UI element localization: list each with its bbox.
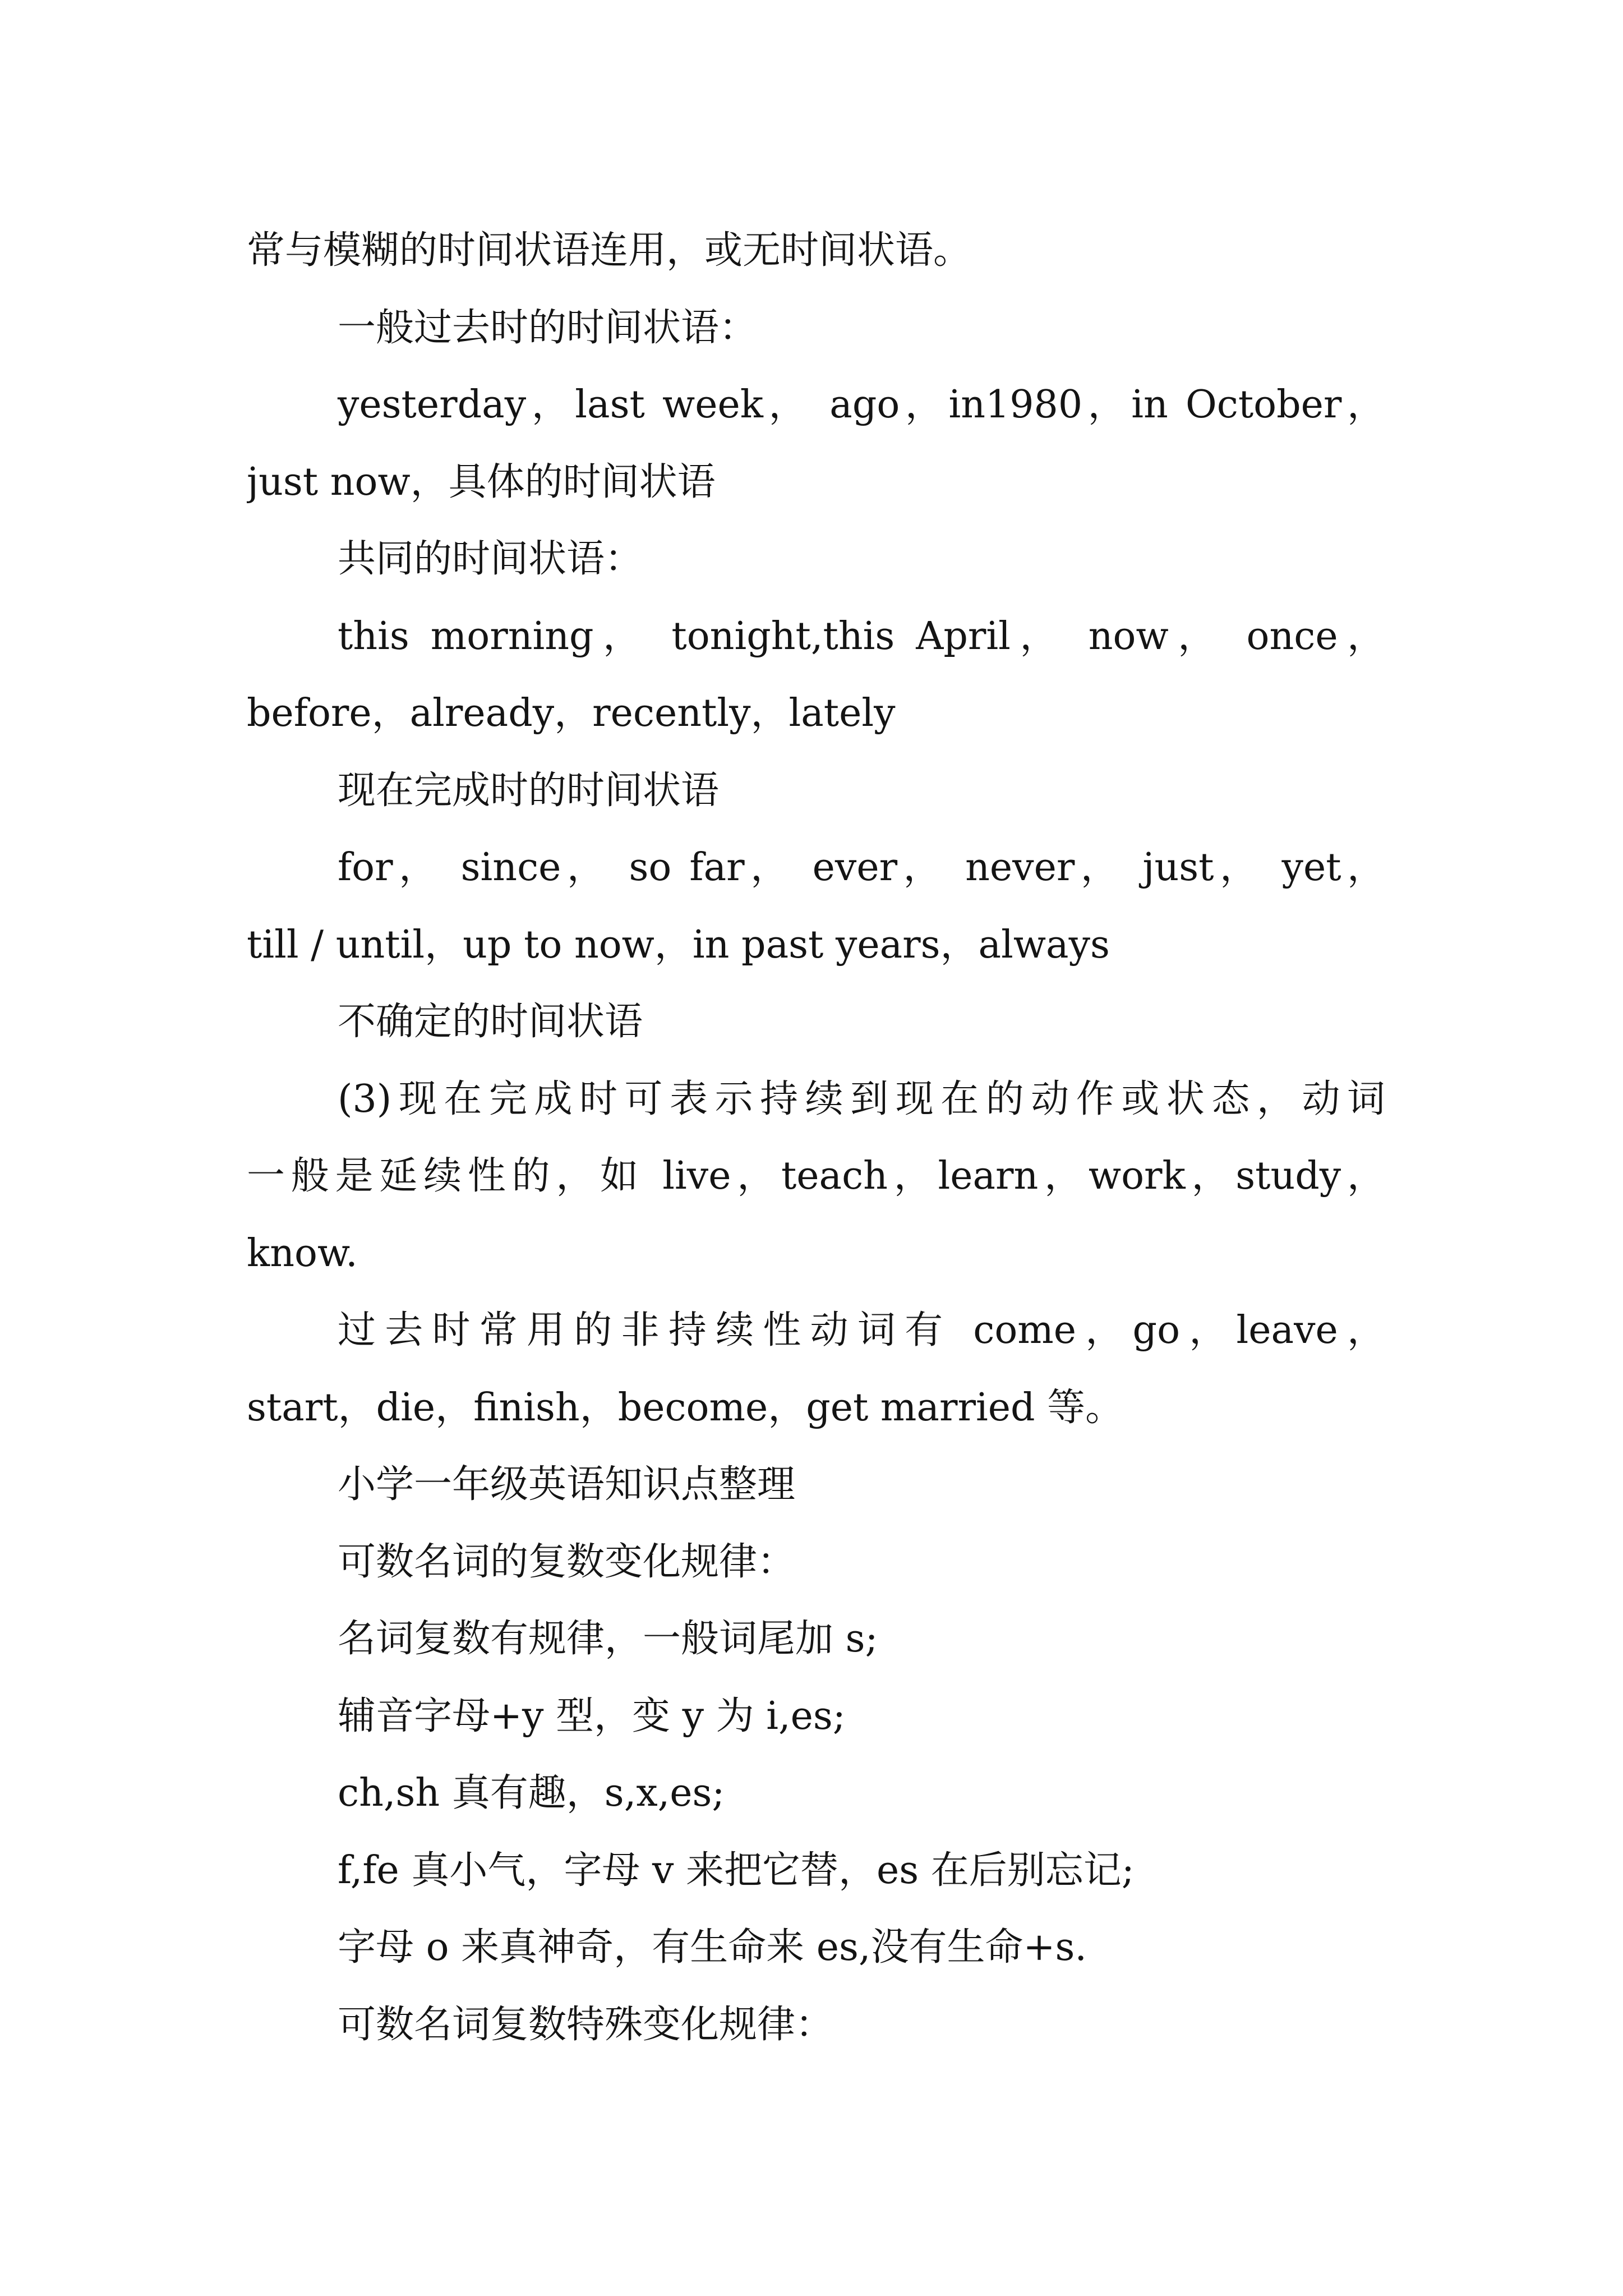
text-line: (3)现在完成时可表示持续到现在的动作或状态，动词 <box>338 1076 1385 1121</box>
text-line: just now，具体的时间状语 <box>247 459 716 504</box>
text-line: for， since， so far， ever， never， just， yet， <box>338 845 1385 890</box>
text-line: this morning， tonight,this April， now， once， <box>338 614 1385 659</box>
text-line: 字母 o 来真神奇，有生命来 es,没有生命+s. <box>338 1925 1087 1970</box>
text-line: before，already，recently，lately <box>247 691 896 735</box>
text-line: 一般是延续性的，如 live，teach，learn，work，study， <box>247 1154 1385 1198</box>
text-line: 共同的时间状语： <box>338 537 643 581</box>
text-line: 一般过去时的时间状语： <box>338 305 758 350</box>
text-line: 可数名词复数特殊变化规律： <box>338 2002 834 2047</box>
text-line: 不确定的时间状语 <box>338 1000 643 1044</box>
text-line: yesterday，last week， ago，in1980，in October， <box>338 383 1385 427</box>
text-line: 现在完成时的时间状语 <box>338 768 720 813</box>
text-line: 过去时常用的非持续性动词有 come，go，leave， <box>338 1308 1385 1352</box>
document-body <box>247 212 1385 2063</box>
text-line: start，die，finish，become，get married 等。 <box>247 1385 1124 1430</box>
text-line: 可数名词的复数变化规律： <box>338 1539 796 1584</box>
text-line: till / until，up to now，in past years，always <box>247 922 1110 967</box>
text-line: f,fe 真小气，字母 v 来把它替，es 在后别忘记; <box>338 1848 1135 1893</box>
text-line: 小学一年级英语知识点整理 <box>338 1462 796 1507</box>
text-line: 辅音字母+y 型，变 y 为 i,es; <box>338 1694 846 1738</box>
text-line: know. <box>247 1231 358 1276</box>
text-line: ch,sh 真有趣，s,x,es; <box>338 1771 725 1815</box>
text-line: 名词复数有规律，一般词尾加 s; <box>338 1617 878 1661</box>
text-line: 常与模糊的时间状语连用，或无时间状语。 <box>247 228 972 273</box>
